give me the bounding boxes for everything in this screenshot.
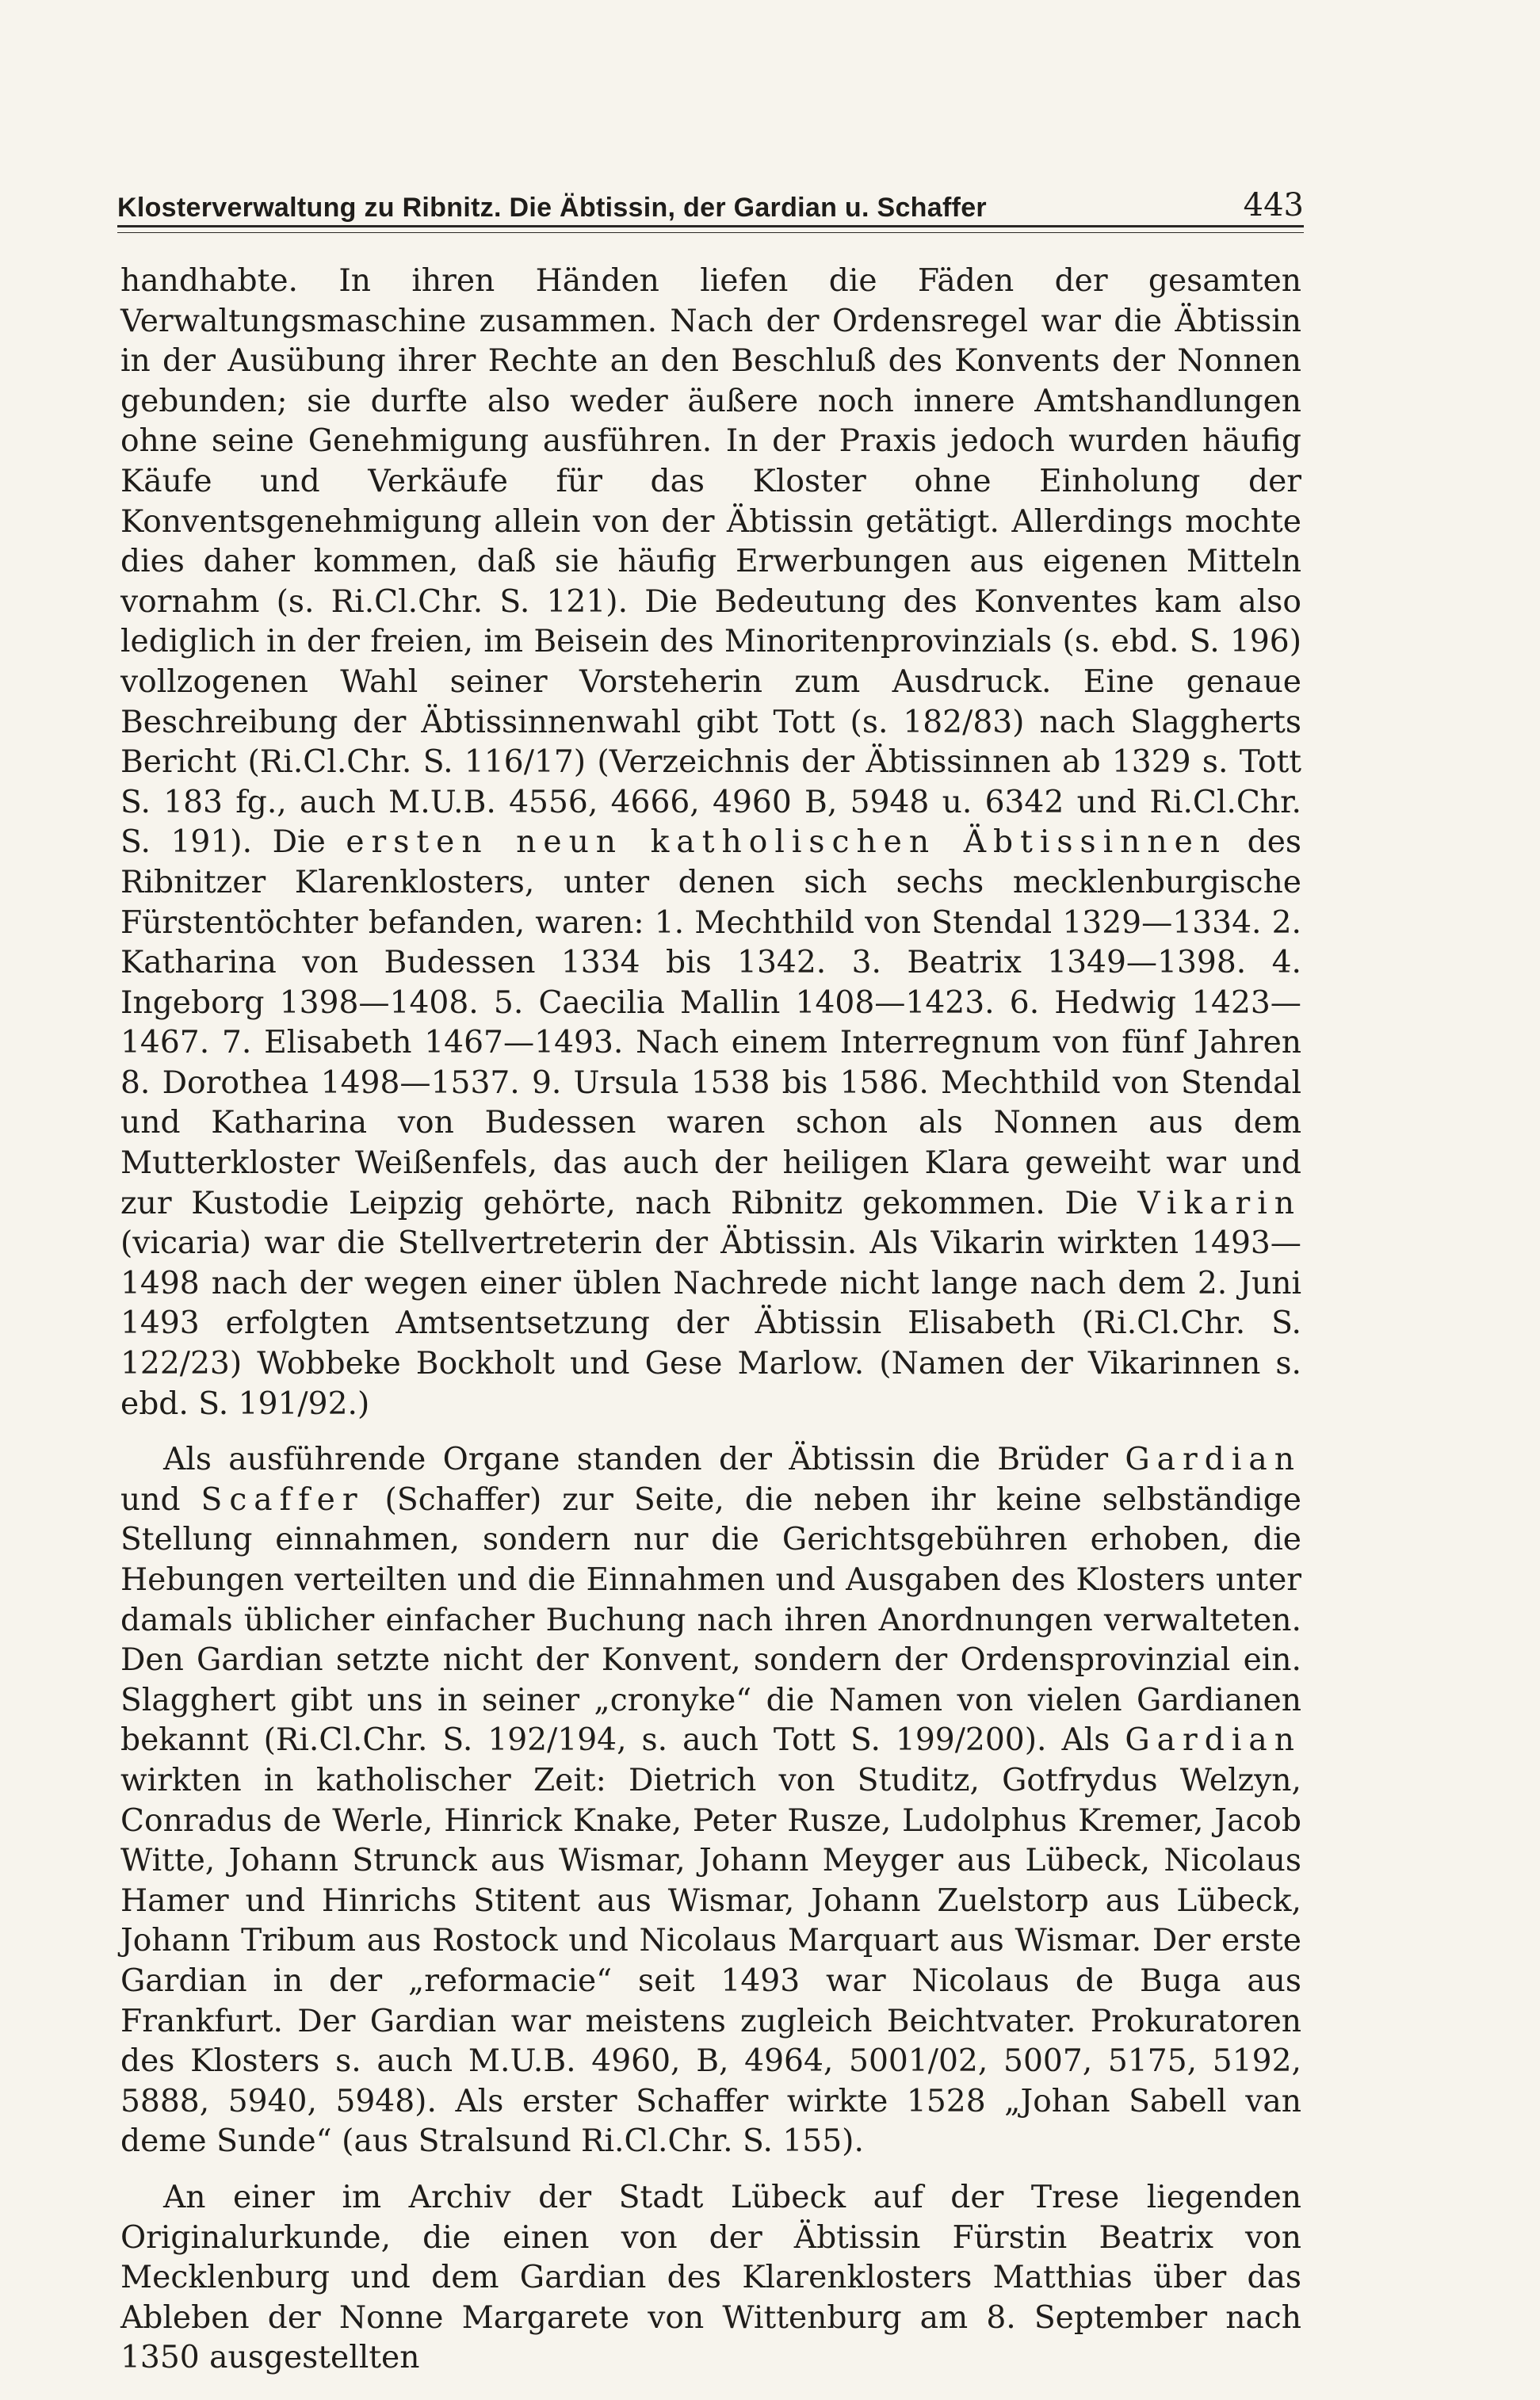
text-segment: (Schaffer) zur Seite, die neben ihr keine selbständige Stellung einnahmen, sondern nur die Gerichtsgebühren erhoben, die Hebungen verteilten und die Einnahmen und Ausgaben des Klosters unter damals üblicher einfacher Buchung nach ihren Anordnungen verwalteten. Den Gardian setzte nicht der Konvent, sondern der Ordensprovinzial ein. Slagghert gibt uns in seiner „cronyke“ die Namen von vielen Gardianen bekannt (Ri.Cl.Chr. S. 192/194, s. auch Tott S. 199/200). Als (120, 1481, 1301, 1759)
text-segment: und (120, 1481, 201, 1518)
spaced-term: Vikarin (1137, 1185, 1301, 1221)
text-segment: Als ausführende Organe standen der Äbtissin die Brüder (163, 1442, 1125, 1478)
spaced-term: Gardian (1125, 1442, 1301, 1478)
header-rule-thick (117, 225, 1304, 227)
text-segment: wirkten in katholischer Zeit: Dietrich von Studitz, Gotfrydus Welzyn, Conradus de Werle, Hinrick Knake, Peter Rusze, Ludolphus Kremer, Jacob Witte, Johann Strunck aus Wismar, Johann Meyger aus Lübeck, Nicolaus Hamer und Hinrichs Stitent aus Wismar, Johann Zuelstorp aus Lübeck, Johann Tribum aus Rostock und Nicolaus Marquart aus Wismar. Der erste Gardian in der „reformacie“ seit 1493 war Nicolaus de Buga aus Frankfurt. Der Gardian war meistens zugleich Beichtvater. Prokuratoren des Klosters s. auch M.U.B. 4960, B, 4964, 5001/02, 5007, 5175, 5192, 5888, 5940, 5948). Als erster Schaffer wirkte 1528 „Johan Sabell van deme Sunde“ (aus Stralsund Ri.Cl.Chr. S. 155). (120, 1762, 1301, 2160)
running-header (117, 176, 1304, 224)
paragraph-1 (120, 262, 1301, 1424)
paragraph-2 (120, 1440, 1301, 2162)
spaced-term: Scaffer (201, 1481, 365, 1518)
running-title: Klosterverwaltung zu Ribnitz. Die Äbtissin, der Gardian u. Schaffer (117, 193, 987, 223)
spaced-term: ersten neun katholischen Äbtissinnen (346, 824, 1228, 861)
paragraph-3 (120, 2178, 1301, 2379)
text-segment: (vicaria) war die Stellvertreterin der Äbtissin. Als Vikarin wirkten 1493—1498 nach der wegen einer üblen Nachrede nicht lange nach dem 2. Juni 1493 erfolgten Amtsentsetzung der Äbtissin Elisabeth (Ri.Cl.Chr. S. 122/23) Wobbeke Bockholt und Gese Marlow. (Namen der Vikarinnen s. ebd. S. 191/92.) (120, 1225, 1301, 1422)
text-segment: des Ribnitzer Klarenklosters, unter denen sich sechs mecklenburgische Fürstentöchter befanden, waren: 1. Mechthild von Stendal 1329—1334. 2. Katharina von Budessen 1334 bis 1342. 3. Beatrix 1349—1398. 4. Ingeborg 1398—1408. 5. Caecilia Mallin 1408—1423. 6. Hedwig 1423—1467. 7. Elisabeth 1467—1493. Nach einem Interregnum von fünf Jahren 8. Dorothea 1498—1537. 9. Ursula 1538 bis 1586. Mechthild von Stendal und Katharina von Budessen waren schon als Nonnen aus dem Mutterkloster Weißenfels, das auch der heiligen Klara geweiht war und zur Kustodie Leipzig gehörte, nach Ribnitz gekommen. Die (120, 824, 1302, 1221)
header-rule-thin (117, 232, 1304, 233)
body-text (120, 262, 1301, 2394)
page-number: 443 (1243, 187, 1304, 224)
spaced-term: Gardian (1125, 1722, 1301, 1759)
text-segment: handhabte. In ihren Händen liefen die Fäden der gesamten Verwaltungsmaschine zusammen. Nach der Ordensregel war die Äbtissin in der Ausübung ihrer Rechte an den Beschluß des Konvents der Nonnen gebunden; sie durfte also weder äußere noch innere Amtshandlungen ohne seine Genehmigung ausführen. In der Praxis jedoch wurden häufig Käufe und Verkäufe für das Kloster ohne Einholung der Konventsgenehmigung allein von der Äbtissin getätigt. Allerdings mochte dies daher kommen, daß sie häufig Erwerbungen aus eigenen Mitteln vornahm (s. Ri.Cl.Chr. S. 121). Die Bedeutung des Konventes kam also lediglich in der freien, im Beisein des Minoritenprovinzials (s. ebd. S. 196) vollzogenen Wahl seiner Vorsteherin zum Ausdruck. Eine genaue Beschreibung der Äbtissinnenwahl gibt Tott (s. 182/83) nach Slaggherts Bericht (Ri.Cl.Chr. S. 116/17) (Verzeichnis der Äbtissinnen ab 1329 s. Tott S. 183 fg., auch M.U.B. 4556, 4666, 4960 B, 5948 u. 6342 und Ri.Cl.Chr. S. 191). Die (120, 263, 1301, 861)
text-segment: An einer im Archiv der Stadt Lübeck auf der Trese liegenden Originalurkunde, die einen von der Äbtissin Fürstin Beatrix von Mecklenburg und dem Gardian des Klarenklosters Matthias über das Ableben der Nonne Margarete von Wittenburg am 8. September nach 1350 ausgestellten (120, 2179, 1301, 2376)
